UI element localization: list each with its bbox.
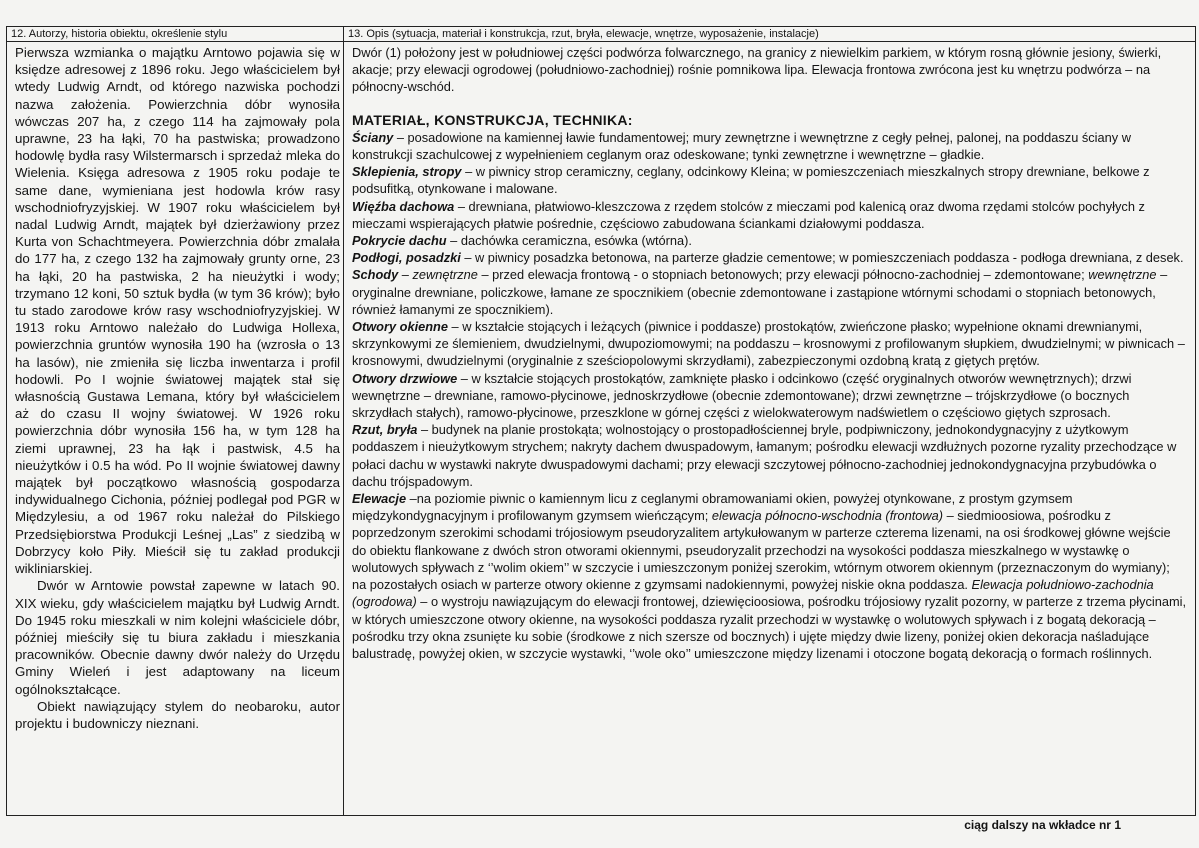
- windows-text: – w kształcie stojących i leżących (piwnice i poddasze) prostokątów, zwieńczone płasko; wypełnione oknami drewnianymi, skrzynkowymi ze ślemieniem, dwudzielnymi, dwupoziomowymi; na poddaszu – krosnowymi z profilowanym słupkiem, dwudzielnymi; w piwnicach – krosnowymi, dwudzielnymi (oryginalnie z sześciopolowymi skrzydłami), zabezpieczonymi ozdobną kratą z giętych prętów.: [352, 319, 1185, 369]
- description-column: [352, 44, 1187, 662]
- materials-heading: MATERIAŁ, KONSTRUKCJA, TECHNIKA:: [352, 111, 633, 128]
- windows-entry: [352, 318, 1187, 370]
- floors-term: Podłogi, posadzki: [352, 250, 461, 266]
- floors-entry: [352, 249, 1187, 266]
- plan-entry: [352, 421, 1187, 490]
- stairs-external-label: – zewnętrzne: [398, 267, 478, 283]
- roofing-text: – dachówka ceramiczna, esówka (wtórna).: [446, 233, 692, 249]
- elevations-text-3: – o wystroju nawiązującym do elewacji frontowej, dziewięcioosiowa, pośrodku trójosiowy ryzalit pozorny, w parterze z trzema płycinami, w których umieszczone otwory okienne, na wysokości poddasza ryzalit przechodzi w wystawkę o wolutowych spływach i z bogatą dekoracją – pośrodku trzy okna zsunięte ku sobie (środkowe z nich szersze od bocznych) i ujęte między dwie lizeny, poniżej okien dekoracja naśladujące balustradę, powyżej okien, w szczycie wystawki, ‘’wole oko’’ umieszczone między lizenami i otoczone bogatą dekoracją o formach roślinnych.: [352, 594, 1187, 661]
- walls-entry: [352, 129, 1187, 163]
- windows-term: Otwory okienne: [352, 319, 448, 335]
- elevations-term: Elewacje: [352, 491, 407, 507]
- stairs-entry: [352, 266, 1187, 318]
- history-paragraph-1: Pierwsza wzmianka o majątku Arntowo pojawia się w księdze adresowej z 1896 roku. Jego właścicielem był wtedy Ludwig Arndt, od którego nazwiska pochodzi nazwa założenia. Powierzchnia dóbr wynosiła wówczas 207 ha, z czego 114 ha zajmowały pola uprawne, 23 ha łąki, 70 ha pastwiska; prowadzono hodowlę bydła rasy Wilstermarsch i sprzedaż mleka do Wielenia. Księga adresowa z 1905 roku podaje te same dane, wymieniana jest hodowla krów rasy wschodniofryzyjskiej. W 1907 roku właścicielem był nadal Ludwig Arndt, majątek był dzierżawiony przez Kurta von Schachtmeyera. Powierzchnia dóbr zmalała do 177 ha, z czego 132 ha zajmowały grunty orne, 23 ha łąki, 20 ha pastwiska, 2 ha nieużytki i wody; trzymano 12 koni, 50 sztuk bydła (w tym 36 krów); było tu stado zarodowe krów rasy wschodniofryzyjskiej. W 1913 roku Arntowo należało do Ludwiga Hollexa, powierzchnia gruntów wynosiła 190 ha (wzrosła o 13 ha lasów), nie zmieniła się liczba inwentarza i profil hodowli. Po I wojnie światowej majątek stał się własnością Gustawa Lemana, który był właścicielem aż do czasu II wojny światowej. W 1926 roku powierzchnia dóbr wynosiła 156 ha, w tym 128 ha ziemi uprawnej, 23 ha łąk i pastwisk, 4.5 ha nieużytków i 0.5 ha wód. Po II wojnie światowej dawny majątek był początkowo własnością gospodarza indywidualnego Cichonia, później podlegał pod PGR w Międzylesiu, a od 1967 roku należał do Pilskiego Przedsiębiorstwa Produkcji Leśnej „Las” z siedzibą w Dobrzycy koło Piły. Mieścił się tu zakład produkcji wikliniarskiej.: [15, 45, 340, 577]
- section-13-header: 13. Opis (sytuacja, materiał i konstrukcja, rzut, bryła, elewacje, wnętrze, wyposażenie, instalacje): [344, 27, 1195, 42]
- section-12-header: 12. Autorzy, historia obiektu, określenie stylu: [7, 27, 343, 42]
- vaults-text: – w piwnicy strop ceramiczny, ceglany, odcinkowy Kleina; w pomieszczeniach mieszkalnych stropy drewniane, belkowe z podsufitką, otynkowane i malowane.: [352, 164, 1150, 197]
- doors-text: – w kształcie stojących prostokątów, zamknięte płasko i odcinkowo (część oryginalnych otworów wewnętrznych); drzwi wewnętrzne – drewniane, ramowo-płycinowe, jednoskrzydłowe (obecnie zdemontowane); drzwi zewnętrzne – trójskrzydłowe (o bocznych skrzydłach stałych), ramowo-płycinowe, przeszklone w górnej części z wielokwaterowym nadświetlem o częściowo giętych szprosach.: [352, 370, 1132, 421]
- roof-truss-text: – drewniana, płatwiowo-kleszczowa z rzędem stolców z mieczami pod kalenicą oraz dwoma rzędami stolców pochyłych z mieczami wspierających płatwie pośrednie, częściowo zabudowana ściankami działowymi poddasza.: [352, 198, 1145, 231]
- style-paragraph: Obiekt nawiązujący stylem do neobaroku, autor projektu i budowniczy nieznani.: [15, 698, 340, 731]
- stairs-term: Schody: [352, 267, 399, 283]
- vaults-term: Sklepienia, stropy: [352, 164, 462, 180]
- stairs-internal-label: wewnętrzne: [1088, 267, 1157, 283]
- form-sheet: [6, 26, 1196, 816]
- stairs-internal-text: – oryginalne drewniane, policzkowe, łamane ze spocznikiem (obecnie zdemontowane i zastąpione wtórnymi schodami o stopniach betonowych, również łamanymi ze spocznikiem).: [352, 267, 1168, 317]
- plan-term: Rzut, bryła: [352, 422, 418, 438]
- elevations-text-1: –na poziomie piwnic o kamiennym licu z ceglanymi obramowaniami okien, powyżej otynkowane, z prostym gzymsem międzykondygnacyjnym i profilowanym gzymsem wieńczącym;: [352, 491, 1073, 524]
- roofing-term: Pokrycie dachu: [352, 233, 447, 249]
- history-paragraph-2: Dwór w Arntowie powstał zapewne w latach 90. XIX wieku, gdy właścicielem majątku był Ludwig Arndt. Do 1945 roku mieszkali w nim kolejni właściciele dóbr, później mieściły się tu biura zakładu i mieszkania pracowników. Obecnie dawny dwór należy do Urzędu Gminy Wieleń i jest adaptowany na liceum ogólnokształcące.: [15, 578, 340, 697]
- front-elevation-label: elewacja północno-wschodnia (frontowa): [711, 508, 944, 524]
- walls-text: – posadowione na kamiennej ławie fundamentowej; mury zewnętrzne i wewnętrzne z cegły pełnej, palonej, na poddaszu ściany w konstrukcji szachulcowej z wypełnieniem ceglanym oraz odeskowane; tynki zewnętrzne i wewnętrzne – gładkie.: [352, 129, 1131, 163]
- history-column: [15, 44, 340, 732]
- doors-entry: [352, 370, 1187, 422]
- plan-text: – budynek na planie prostokąta; wolnostojący o prostopadłościennej bryle, podpiwniczony, jednokondygnacyjny z użytkowym poddaszem i nieużytkowym strychem; nakryty dachem dwuspadowym, łamanym; pośrodku elewacji wzdłużnych pozorne ryzality przechodzące w połaci dachu w wystawki nakryte dwuspadowymi dachami; przy elewacji szczytowej północno-zachodniej jednokondygnacyjna przybudówka o dachu trójspadowym.: [352, 422, 1177, 489]
- continuation-note: ciąg dalszy na wkładce nr 1: [964, 818, 1121, 832]
- situation-paragraph: Dwór (1) położony jest w południowej części podwórza folwarcznego, na granicy z niewielkim parkiem, w którym rosną głównie jesiony, świerki, akacje; przy elewacji ogrodowej (południowo-zachodniej) rośnie pomnikowa lipa. Elewacja frontowa zwrócona jest ku wnętrzu podwórza – na północny-wschód.: [352, 45, 1162, 95]
- elevations-text-2: – siedmioosiowa, pośrodku z poprzedzonym szerokimi schodami trójosiowym pseudoryzalitem artykułowanym w parterze czterema lizenami, na osi środkowej główne wejście do obiektu flankowane z dwóch stron otworami okiennymi, pseudoryzalit przechodzi na wysokości poddasza mieszkalnego w wystawkę o wolutowych spływach z ‘’wolim okiem’’ w szczycie i umieszczonym poniżej szerokim, wtórnym otworem okiennym (przeznaczonym do wymiany); na pozostałych osiach w parterze otwory okienne z gzymsami nadokiennymi, powyżej niskie okna poddasza.: [352, 508, 1171, 593]
- doors-term: Otwory drzwiowe: [352, 370, 458, 386]
- floors-text: – w piwnicy posadzka betonowa, na parterze gładzie cementowe; w pomieszczeniach poddasza - podłoga drewniana, z desek.: [460, 250, 1184, 266]
- vaults-entry: [352, 163, 1187, 197]
- roof-truss-entry: [352, 198, 1187, 232]
- elevations-entry: [352, 490, 1187, 662]
- garden-elevation-label: Elewacja południowo-zachodnia (ogrodowa): [352, 577, 1154, 610]
- stairs-external-text: – przed elewacja frontową - o stopniach betonowych; przy elewacji północno-zachodniej – zdemontowane;: [477, 267, 1089, 283]
- roofing-entry: [352, 232, 1187, 249]
- walls-term: Ściany: [352, 129, 394, 145]
- roof-truss-term: Więźba dachowa: [352, 198, 455, 214]
- column-divider: [343, 27, 344, 815]
